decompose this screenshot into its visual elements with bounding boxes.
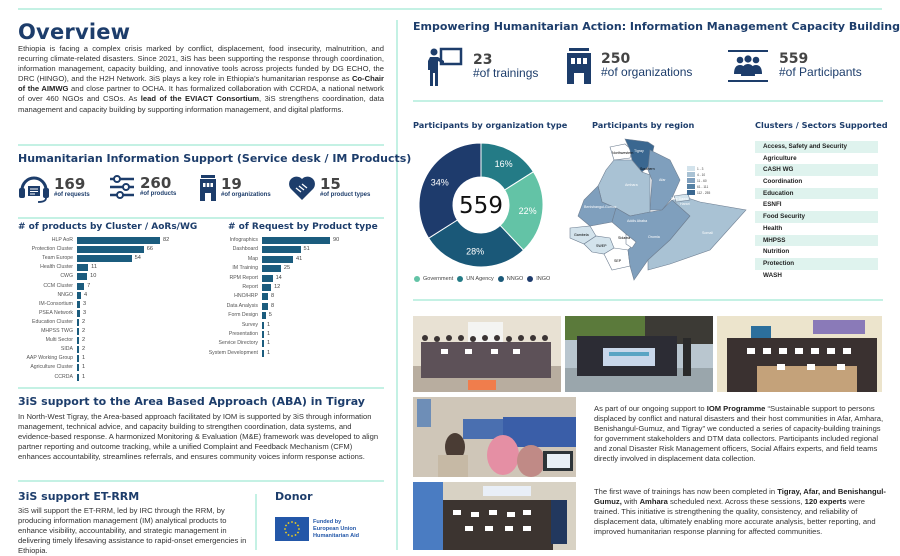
stat-capacity-organizations-value: 250 <box>601 51 631 68</box>
bar <box>77 301 80 308</box>
bar <box>77 264 88 271</box>
bar-value: 5 <box>268 312 272 319</box>
training-photo-1 <box>413 316 561 392</box>
bar-label: Dashboard <box>232 246 258 253</box>
bar-value: 3 <box>83 300 87 307</box>
bar-row <box>0 309 180 318</box>
bar <box>262 246 301 253</box>
bar-value: 54 <box>134 255 141 262</box>
stat-organizations-value: 19 <box>221 175 242 194</box>
map-label-swep: SWEP <box>596 244 607 248</box>
legend-swatch <box>457 276 463 282</box>
map-label-amhara: Amhara <box>625 183 638 187</box>
bar-label: Data Analysis <box>226 302 258 309</box>
aba-paragraph: In North-West Tigray, the Area-based approach facilitated by IOM is supported by 3iS through information management, technical advice, and capacity building to strengthen coordination, data systems, and evidence-based response. A harmonized Monitoring & Evaluation (M&E) framework was developed to align partner reporting and outcome tracking, while a unified Complaint and Feedback Mechanism (CFM) enhances accountability, streamlines referrals, and ensures community voices inform response actions. <box>18 412 379 462</box>
map-label-afar: Afar <box>659 178 666 182</box>
product-bar-chart <box>200 236 390 366</box>
bar-value: 82 <box>163 237 170 243</box>
stat-participants-label: #of Participants <box>779 65 862 80</box>
handshake-heart-icon <box>288 175 316 201</box>
capacity-title: Empowering Humanitarian Action: Information Management Capacity Building <box>413 20 900 33</box>
bar-row <box>200 292 350 301</box>
bar <box>262 312 266 319</box>
bar-label: Survey <box>241 321 258 328</box>
donut-legend <box>410 276 550 282</box>
bar <box>77 273 87 280</box>
bar-value: 2 <box>82 337 86 344</box>
emphasis-text: Amhara <box>639 497 668 507</box>
cluster-item: Nutrition <box>763 248 790 256</box>
bar <box>262 237 330 244</box>
bar-value: 4 <box>84 291 88 298</box>
legend-label: Government <box>423 276 454 282</box>
map-legend-swatch <box>687 178 695 183</box>
map-legend-label: 61 - 111 <box>697 185 709 189</box>
bar-label: CCRDA <box>54 373 73 380</box>
bar-value: 2 <box>82 346 86 353</box>
map-legend-swatch <box>687 184 695 189</box>
bar-value: 1 <box>82 355 86 362</box>
bar <box>77 364 79 371</box>
bar-value: 1 <box>82 364 86 371</box>
bar-value: 1 <box>267 321 271 328</box>
bar-label: Report <box>242 284 258 290</box>
map-label-somali: Somali <box>702 231 713 235</box>
cluster-item: Coordination <box>763 178 803 186</box>
his-title: Humanitarian Information Support (Service desk / IM Products) <box>18 152 412 165</box>
bar <box>262 284 271 291</box>
column-divider <box>396 20 398 550</box>
bar <box>77 283 84 290</box>
stat-capacity-organizations-label: #of organizations <box>601 65 693 80</box>
building-icon <box>200 175 216 201</box>
aba-title: 3iS support to the Area Based Approach (ABA) in Tigray <box>18 395 365 408</box>
bar-value: 1 <box>267 331 271 337</box>
bar-value: 7 <box>87 282 91 289</box>
paragraph-text: with <box>621 497 640 507</box>
cluster-item: WASH <box>763 271 782 279</box>
training-photo-4 <box>413 397 576 477</box>
donut-slice-label: 22% <box>518 205 537 216</box>
bar-label: Form Design <box>228 312 258 319</box>
bar-label: CCM Cluster <box>43 282 73 289</box>
donut-slice-label: 16% <box>494 158 513 169</box>
stat-products <box>109 175 176 199</box>
bar-row <box>200 264 350 273</box>
eu-logo-line-3: Humanitarian Aid <box>313 532 360 539</box>
stat-products-value: 260 <box>140 174 172 193</box>
stat-products-label: #of products <box>140 191 177 198</box>
legend-swatch <box>527 276 533 282</box>
headset-icon <box>18 173 50 203</box>
bar <box>77 246 144 253</box>
bar-row <box>200 245 350 254</box>
legend-label: UN Agency <box>466 276 494 282</box>
donut-slice-label: 34% <box>430 177 449 188</box>
paragraph-text: scheduled next. Across these sessions, <box>667 497 805 507</box>
bar-label: CWG <box>60 273 73 280</box>
bar-value: 1 <box>267 340 271 347</box>
stat-requests <box>18 173 90 203</box>
bar-label: PSEA Network <box>38 309 73 316</box>
eu-flag-icon <box>275 517 309 541</box>
legend-swatch <box>414 276 420 282</box>
stat-trainings <box>425 48 538 86</box>
divider-his <box>18 217 384 219</box>
paragraph-text: “Sustainable support to persons displaced by conflict and natural disasters and their host communities in Afar, Amhara, Benishangul-Gumuz, and Tigray” we conducted a series of capacity-building trainings for government stakeholders and DTM data collectors. Participants included regional and zonal Disaster Risk Management officers, Social Affairs experts, and field teams directly involved in displacement data collection. <box>594 404 884 464</box>
map-legend <box>687 166 710 195</box>
clusters-title: Clusters / Sectors Supported <box>755 120 888 130</box>
donor-divider <box>255 494 257 550</box>
iom-paragraph-1 <box>594 404 886 465</box>
bar-label: NNGO <box>57 291 73 298</box>
bar-row <box>0 318 180 327</box>
bar <box>77 255 132 262</box>
bar <box>77 237 160 244</box>
emphasis-text: IOM Programme <box>706 404 766 413</box>
bar-row <box>200 330 350 339</box>
bar <box>77 328 79 335</box>
bar-label: SIDA <box>60 346 73 353</box>
stat-requests-label: #of requests <box>54 192 90 199</box>
map-label-oromia: Oromia <box>648 235 660 239</box>
map-label-tigray: Tigray <box>634 149 644 153</box>
stat-product-types-label: #of product types <box>320 192 371 199</box>
cluster-item: Agriculture <box>763 154 797 162</box>
bar-row <box>200 283 350 292</box>
bar-label: Education Cluster <box>32 318 73 325</box>
bar-label: Infographics <box>229 237 258 243</box>
bar-value: 1 <box>267 349 271 356</box>
emphasis-text: Co-Chair of the AIMWG <box>18 74 384 94</box>
bar-label: Agriculture Cluster <box>30 364 73 371</box>
donor-title: Donor <box>275 490 313 503</box>
bar-label: Presentation <box>228 331 258 337</box>
eu-logo-line-2: European Union <box>313 525 357 532</box>
paragraph-text: and close partner to OCHA. It has formalized collaboration with CCRDA, a national network of over 460 NGOs and CSOs. As <box>18 84 384 104</box>
bar <box>262 350 264 357</box>
bar <box>77 374 79 381</box>
bar-label: System Development <box>208 349 258 356</box>
paragraph-text: The first wave of trainings has now been completed in <box>594 487 778 496</box>
cluster-item: CASH WG <box>755 164 878 176</box>
bar-label: IM Training <box>232 265 258 272</box>
bar-row <box>0 282 180 291</box>
bar-label: IM-Consortium <box>38 300 73 307</box>
legend-label: NNGO <box>506 276 524 282</box>
paragraph-text: were trained. This initiative is strengthening the quality, consistency, and reliability of displacement data, ultimately enabling more accurate analysis, better reporting, and improved humanitarian response planning for affected communities. <box>594 497 876 537</box>
bar-row <box>200 255 350 264</box>
bar-label: Map <box>247 255 258 262</box>
map-label-sidama: Sidama <box>618 236 631 240</box>
bar-row <box>200 339 350 348</box>
bar <box>77 337 79 344</box>
overview-title: Overview <box>18 20 131 44</box>
stat-organizations-label: #of organizations <box>221 192 271 199</box>
emphasis-text: Tigray, Afar, and Benishangul-Gumuz, <box>594 487 886 507</box>
bar-row <box>0 300 180 309</box>
stat-requests-value: 169 <box>54 175 86 194</box>
divider-aba <box>18 480 384 482</box>
donut-slice-label: 28% <box>466 246 485 257</box>
donut-title: Participants by organization type <box>413 120 568 130</box>
bar-row <box>0 236 180 245</box>
map-label-northwestern: Northwestern <box>612 151 634 155</box>
emphasis-text: 120 experts <box>804 497 847 507</box>
bar-label: RPM Report <box>229 274 258 281</box>
bar <box>77 346 79 353</box>
group-icon <box>728 50 768 82</box>
bar-value: 90 <box>333 237 340 243</box>
divider-overview <box>18 144 384 146</box>
cluster-item: MHPSS <box>755 235 878 247</box>
eu-logo-line-1: Funded by <box>313 518 342 525</box>
bar-label: Multi Sector <box>45 337 73 344</box>
bar <box>77 319 79 326</box>
etrrm-paragraph: 3iS will support the ET-RRM, led by IRC through the RRM, by producing information management (IM) analytical products to enhance visibility, accountability, and strategic management in delivering timely lifesaving assistance to rapid-onset emergencies in Ethiopia. <box>18 506 247 556</box>
bar-value: 25 <box>283 265 291 272</box>
bar-value: 8 <box>271 302 275 309</box>
divider-charts <box>18 387 384 389</box>
bar-row <box>0 345 180 354</box>
bar-row <box>0 354 180 363</box>
bar-value: 51 <box>303 246 310 253</box>
paragraph-text: As part of our ongoing support to <box>594 404 707 413</box>
bar-label: HLP AoR <box>51 237 73 243</box>
ethiopia-region-map <box>570 130 750 280</box>
bar-row <box>0 363 180 372</box>
map-label-benishangul: Benishangul-Gumuz <box>584 205 617 209</box>
cluster-item: Food Security <box>755 211 878 223</box>
paragraph-text: Ethiopia is facing a complex crisis marked by conflict, displacement, food insecurity, malnutrition, and recurring climate-related disasters. Since 2021, 3iS has been supporting the response through coordination, information management, capacity building, and innovative tools across projects funded by DG ECHO, the DRC (HINGO), and the H2H Network. 3iS plays a key role in Ethiopia’s humanitarian response as <box>18 44 384 84</box>
bar-label: HNO/HRP <box>234 293 258 300</box>
training-photo-2 <box>565 316 713 392</box>
stat-participants <box>728 50 862 82</box>
cluster-bar-chart <box>0 236 190 386</box>
building-icon <box>567 48 591 84</box>
cluster-item: ESNFI <box>763 201 782 209</box>
top-divider <box>18 8 882 10</box>
map-label-harari: Harari <box>680 202 690 206</box>
bar <box>262 265 281 272</box>
legend-label: INGO <box>536 276 551 282</box>
bar <box>262 331 264 338</box>
stat-participants-value: 559 <box>779 51 809 68</box>
map-legend-swatch <box>687 166 695 171</box>
legend-swatch <box>498 276 504 282</box>
map-legend-label: 1 - 3 <box>697 167 704 171</box>
emphasis-text: lead of the EVIACT Consortium <box>140 94 259 104</box>
bar-row <box>0 373 180 382</box>
bar-label: Protection Cluster <box>31 246 73 253</box>
cluster-item: Health <box>763 224 783 232</box>
teacher-board-icon <box>425 48 463 86</box>
stat-organizations <box>200 175 271 201</box>
bar-row <box>0 291 180 300</box>
bar-value: 11 <box>91 264 97 271</box>
participants-donut-chart <box>416 140 546 270</box>
bar-row <box>200 349 350 358</box>
map-title: Participants by region <box>592 120 695 130</box>
divider-photos <box>413 299 883 301</box>
bar-value: 3 <box>83 309 87 316</box>
bar <box>262 256 293 263</box>
bar-row <box>0 327 180 336</box>
bar-value: 8 <box>271 293 275 300</box>
bar-label: Service Directory <box>218 340 258 347</box>
donut-slice-ingo <box>419 143 481 238</box>
map-legend-label: 112 - 255 <box>697 191 711 195</box>
bar <box>262 322 264 329</box>
bar-value: 41 <box>295 255 303 262</box>
map-label-southern: Southern <box>640 167 655 171</box>
map-label-addis-ababa: Addis Ababa <box>627 219 648 223</box>
eu-humanitarian-aid-logo <box>275 517 359 541</box>
map-legend-swatch <box>687 190 695 195</box>
paragraph-text: , 3iS strengthens coordination, data management and capacity building by supporting information management, and digital platforms. <box>18 94 384 114</box>
map-label-sep: SEP <box>614 259 622 263</box>
bar-label: Team Europe <box>42 255 73 262</box>
donut-center-value: 559 <box>459 193 503 219</box>
bar-value: 2 <box>82 318 86 325</box>
bar <box>262 275 273 282</box>
clusters-list <box>755 141 878 281</box>
bar-row <box>200 274 350 283</box>
map-legend-swatch <box>687 172 695 177</box>
bar-label: MHPSS TWG <box>41 328 73 334</box>
cluster-chart-title: # of products by Cluster / AoRs/WG <box>18 222 198 232</box>
map-label-dire-dawa: Dire Dawa <box>671 197 688 201</box>
stat-product-types-value: 15 <box>320 175 341 194</box>
bar-value: 14 <box>275 274 282 281</box>
bar-value: 10 <box>90 273 97 280</box>
bar-value: 1 <box>82 373 86 380</box>
map-legend-label: 11 - 60 <box>697 179 707 183</box>
cluster-item: Protection <box>755 258 878 270</box>
bar-value: 12 <box>274 284 281 290</box>
training-photo-3 <box>717 316 882 392</box>
sliders-icon <box>109 175 135 199</box>
stat-trainings-value: 23 <box>473 52 493 69</box>
bar-row <box>200 321 350 330</box>
iom-paragraph-2 <box>594 487 886 537</box>
divider-capacity <box>413 100 883 102</box>
cluster-item: Education <box>755 188 878 200</box>
stat-product-types <box>288 175 370 201</box>
bar-row <box>0 245 180 254</box>
map-label-gambela: Gambela <box>574 233 589 237</box>
bar-value: 66 <box>146 246 154 253</box>
cluster-item: Access, Safety and Security <box>755 141 878 153</box>
bar-row <box>0 336 180 345</box>
bar-row <box>0 254 180 263</box>
stat-trainings-label: #of trainings <box>473 66 539 81</box>
training-photo-5 <box>413 482 576 550</box>
bar-row <box>0 272 180 281</box>
bar-value: 2 <box>82 328 86 334</box>
stat-capacity-organizations <box>567 48 692 84</box>
bar-row <box>0 263 180 272</box>
bar-row <box>200 236 350 245</box>
bar <box>262 303 268 310</box>
bar-label: AAP Working Group <box>26 355 73 362</box>
overview-paragraph <box>18 44 384 115</box>
product-chart-title: # of Request by Product type <box>228 222 378 232</box>
bar <box>77 355 79 362</box>
bar-row <box>200 302 350 311</box>
bar <box>262 340 264 347</box>
bar-row <box>200 311 350 320</box>
bar <box>77 310 80 317</box>
bar <box>262 293 268 300</box>
etrrm-title: 3iS support ET-RRM <box>18 490 140 503</box>
bar <box>77 292 81 299</box>
map-legend-label: 4 - 10 <box>697 173 706 177</box>
bar-label: Health Cluster <box>40 264 73 271</box>
